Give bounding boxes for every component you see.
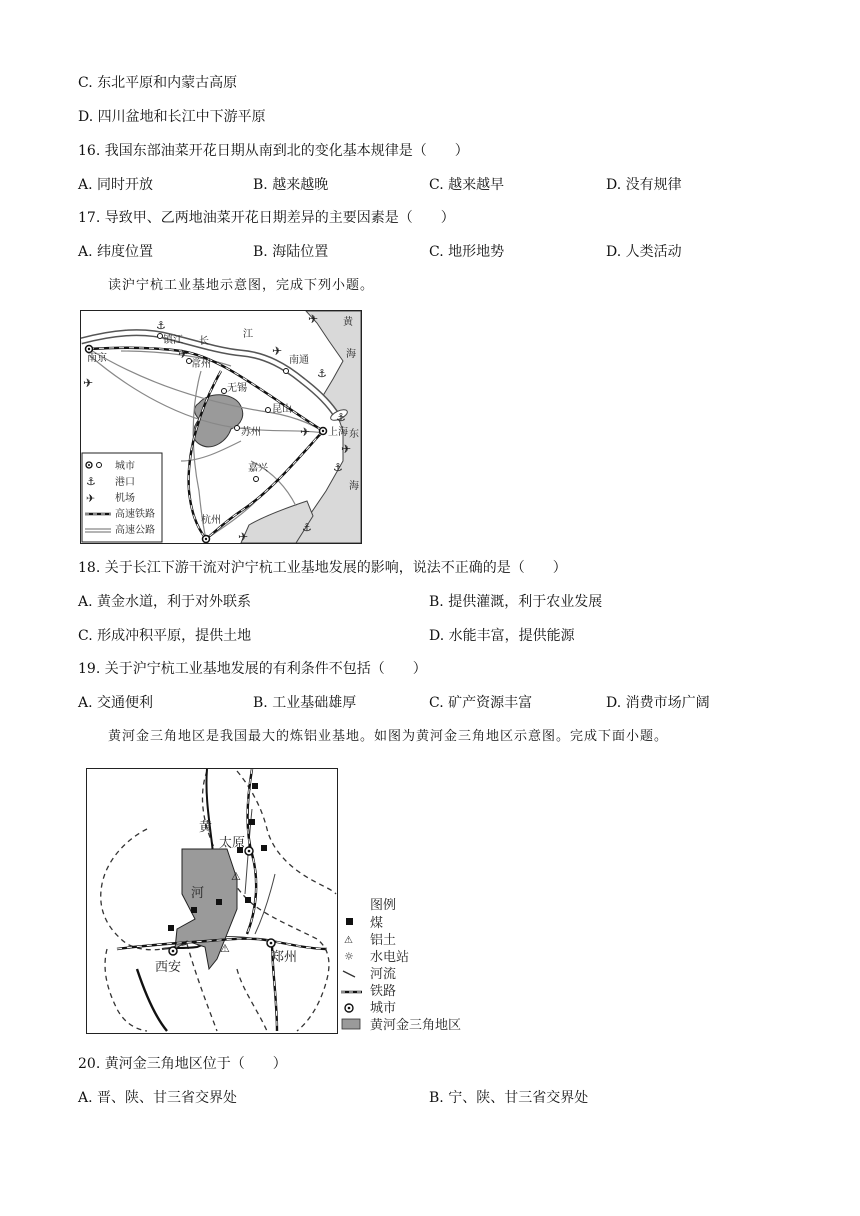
label-kunshan: 昆山 — [272, 404, 292, 415]
label-changzhou: 常州 — [191, 359, 211, 370]
legend-city: 城市 — [370, 1001, 397, 1016]
svg-text:⚓: ⚓ — [86, 475, 96, 488]
svg-text:✈: ✈ — [272, 344, 283, 358]
option-d-q18: D. 水能丰富，提供能源 — [429, 628, 575, 644]
yellow-river-golden-triangle-map — [86, 768, 338, 1034]
label-suzhou: 苏州 — [241, 427, 261, 438]
svg-text:⚓: ⚓ — [317, 367, 327, 380]
svg-text:✈: ✈ — [300, 425, 311, 439]
svg-text:⚠: ⚠ — [220, 942, 230, 955]
label-sea-dong: 东 — [349, 429, 359, 440]
legend-expressway: 高速公路 — [115, 525, 155, 536]
option-d-q16: D. 没有规律 — [606, 177, 682, 193]
svg-text:✈: ✈ — [83, 376, 94, 390]
question-16: 16. 我国东部油菜开花日期从南到北的变化基本规律是（ ） — [78, 143, 469, 159]
option-b-q19: B. 工业基础雄厚 — [253, 695, 357, 711]
label-nantong: 南通 — [289, 355, 309, 366]
legend-river: 河流 — [370, 967, 397, 982]
label-sea-huang: 黄 — [343, 317, 353, 328]
huningHang-industrial-map — [80, 310, 362, 544]
label-zhengzhou: 郑州 — [271, 950, 298, 965]
label-xian: 西安 — [155, 960, 182, 975]
label-jiaxing: 嘉兴 — [248, 463, 268, 474]
legend-airport: 机场 — [115, 493, 135, 504]
option-d-q17: D. 人类活动 — [606, 244, 682, 260]
intro-map-1: 读沪宁杭工业基地示意图，完成下列小题。 — [108, 278, 375, 293]
svg-text:✈: ✈ — [308, 312, 319, 326]
option-b-q17: B. 海陆位置 — [253, 244, 329, 260]
label-wuxi: 无锡 — [227, 383, 247, 394]
option-c-q15: C. 东北平原和内蒙古高原 — [78, 75, 238, 91]
label-sea-hai-2: 海 — [349, 481, 359, 492]
svg-text:✈: ✈ — [178, 347, 189, 361]
question-18: 18. 关于长江下游干流对沪宁杭工业基地发展的影响，说法不正确的是（ ） — [78, 560, 567, 576]
option-c-q16: C. 越来越早 — [429, 177, 505, 193]
svg-text:✈: ✈ — [238, 530, 249, 543]
label-zhenjiang: 镇江 — [163, 335, 183, 346]
question-19: 19. 关于沪宁杭工业基地发展的有利条件不包括（ ） — [78, 661, 427, 677]
question-17: 17. 导致甲、乙两地油菜开花日期差异的主要因素是（ ） — [78, 210, 455, 226]
label-hangzhou: 杭州 — [201, 515, 221, 526]
legend-hydropower: 水电站 — [370, 950, 410, 965]
option-b-q16: B. 越来越晚 — [253, 177, 329, 193]
label-taiyuan: 太原 — [219, 836, 246, 851]
option-a-q19: A. 交通便利 — [78, 695, 154, 711]
question-20: 20. 黄河金三角地区位于（ ） — [78, 1056, 287, 1072]
svg-text:⚓: ⚓ — [333, 461, 343, 474]
svg-text:⚓: ⚓ — [302, 521, 312, 534]
legend-title: 图例 — [370, 898, 397, 913]
legend-golden-triangle: 黄河金三角地区 — [370, 1018, 462, 1033]
option-a-q18: A. 黄金水道，利于对外联系 — [78, 594, 252, 610]
svg-text:⚠: ⚠ — [344, 935, 353, 946]
legend-railway: 铁路 — [370, 984, 397, 999]
intro-map-2: 黄河金三角地区是我国最大的炼铝业基地。如图为黄河金三角地区示意图。完成下面小题。 — [108, 729, 669, 744]
option-b-q20: B. 宁、陕、甘三省交界处 — [429, 1090, 589, 1106]
label-he: 河 — [191, 886, 205, 901]
legend-port: 港口 — [115, 477, 135, 488]
svg-text:✈: ✈ — [341, 442, 352, 456]
map2-legend — [340, 896, 480, 1036]
option-a-q20: A. 晋、陕、甘三省交界处 — [78, 1090, 238, 1106]
option-d-q19: D. 消费市场广阔 — [606, 695, 710, 711]
option-c-q17: C. 地形地势 — [429, 244, 505, 260]
legend-city: 城市 — [115, 461, 135, 472]
label-chang: 长 — [199, 336, 209, 347]
label-nanjing: 南京 — [87, 353, 107, 364]
legend-coal: 煤 — [370, 916, 384, 931]
label-shanghai: 上海 — [328, 427, 348, 438]
svg-text:☼: ☼ — [344, 950, 354, 963]
map1-legend — [82, 453, 162, 542]
option-b-q18: B. 提供灌溉，利于农业发展 — [429, 594, 603, 610]
option-d-q15: D. 四川盆地和长江中下游平原 — [78, 109, 266, 125]
label-jiang: 江 — [243, 329, 253, 340]
legend-highspeed-rail: 高速铁路 — [115, 509, 155, 520]
label-huang: 黄 — [199, 820, 213, 835]
svg-text:⚓: ⚓ — [156, 319, 166, 332]
option-c-q18: C. 形成冲积平原，提供土地 — [78, 628, 252, 644]
svg-text:⚠: ⚠ — [231, 870, 241, 883]
option-c-q19: C. 矿产资源丰富 — [429, 695, 533, 711]
svg-text:⚓: ⚓ — [336, 411, 346, 424]
option-a-q16: A. 同时开放 — [78, 177, 154, 193]
option-a-q17: A. 纬度位置 — [78, 244, 154, 260]
svg-text:✈: ✈ — [86, 492, 96, 505]
label-sea-hai-1: 海 — [346, 349, 356, 360]
legend-bauxite: 铝土 — [370, 933, 397, 948]
